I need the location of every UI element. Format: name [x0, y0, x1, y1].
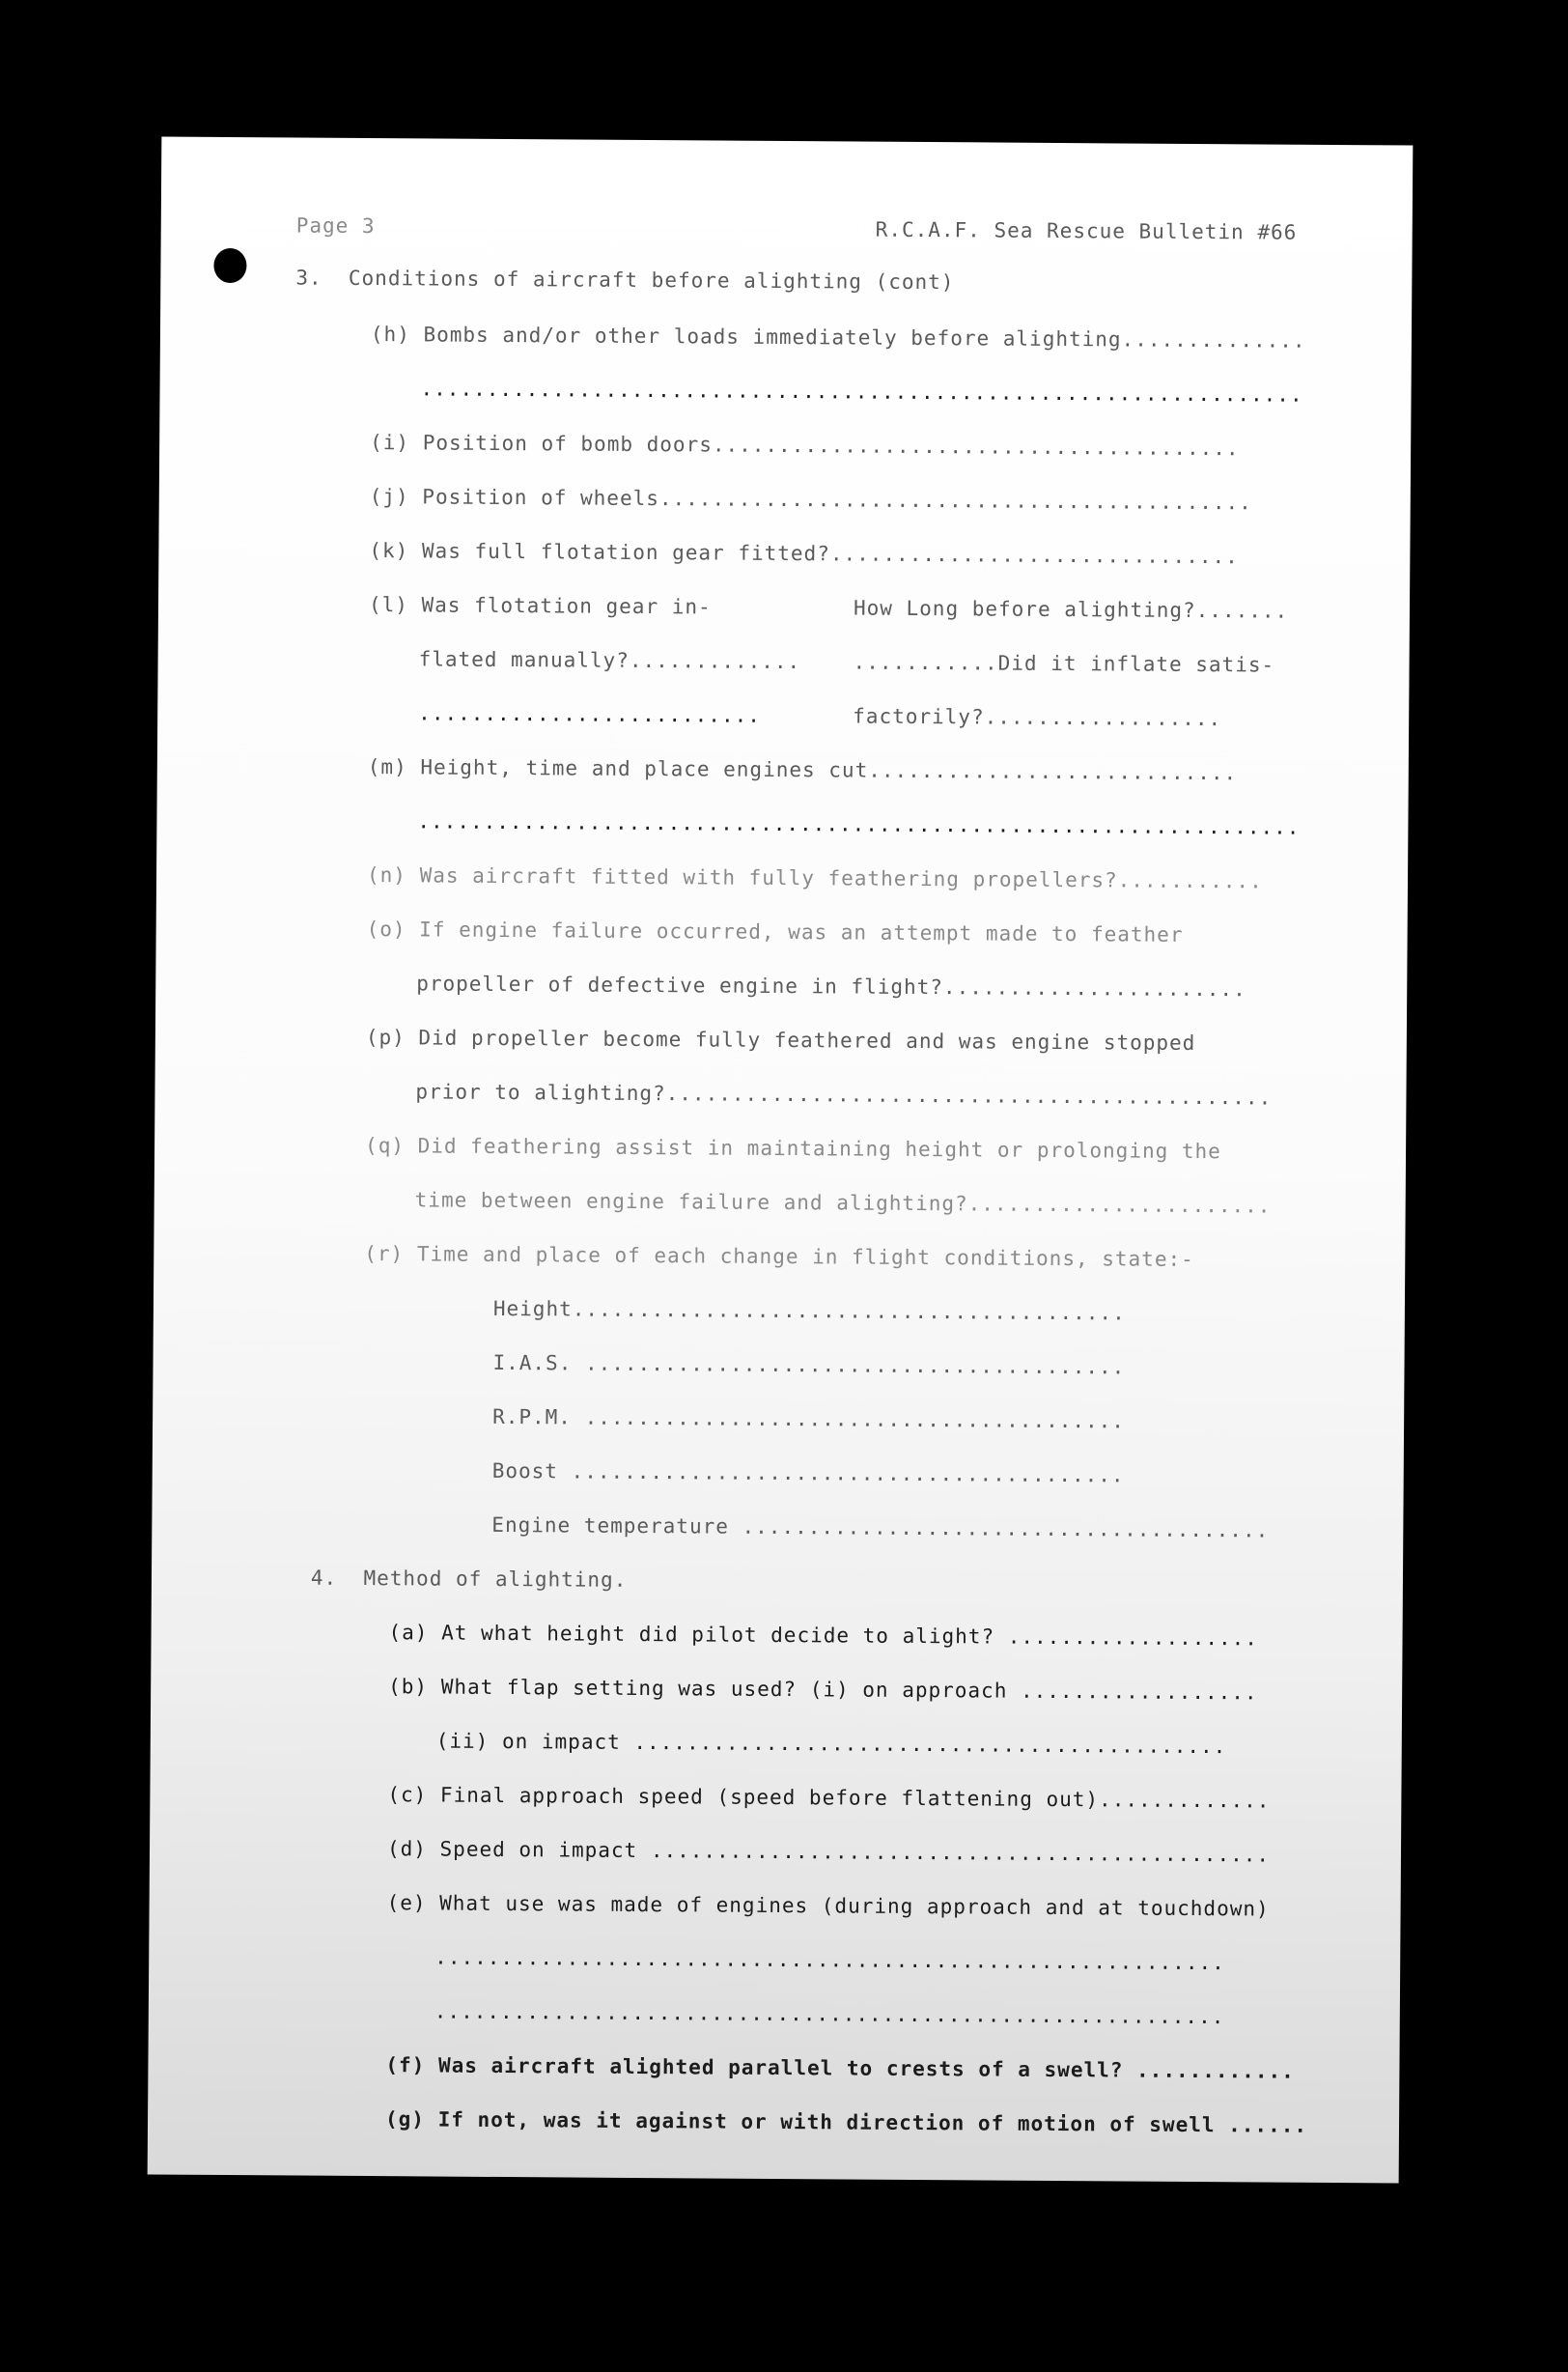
item-4e-line1: (e) What use was made of engines (during approach and at touchdown) — [386, 1891, 1270, 1921]
item-o-line2: propeller of defective engine in flight?....................... — [416, 972, 1246, 1002]
item-h-line1: (h) Bombs and/or other loads immediately before alighting.............. — [370, 323, 1306, 353]
item-r-engine-temperature: Engine temperature ........................................ — [491, 1512, 1270, 1542]
item-r-height: Height.......................................... — [492, 1296, 1126, 1325]
bulletin-title: R.C.A.F. Sea Rescue Bulletin #66 — [875, 217, 1298, 244]
item-p-line1: (p) Did propeller become fully feathered and was engine stopped — [365, 1026, 1196, 1056]
item-j: (j) Position of wheels............................................. — [369, 485, 1252, 515]
item-r-ias: I.A.S. ......................................... — [492, 1350, 1126, 1379]
item-4g: (g) If not, was it against or with direction of motion of swell ...... — [384, 2107, 1308, 2137]
item-m-line1: (m) Height, time and place engines cut............................ — [367, 755, 1238, 785]
item-i: (i) Position of bomb doors........................................ — [370, 431, 1240, 461]
section-4-title: 4. Method of alighting. — [310, 1566, 628, 1592]
item-l-line3-right: factorily?.................. — [853, 704, 1222, 731]
item-n: (n) Was aircraft fitted with fully feathering propellers?........... — [366, 863, 1263, 893]
item-4f: (f) Was aircraft alighted parallel to crests of a swell? ............ — [385, 2053, 1295, 2083]
item-o-line1: (o) If engine failure occurred, was an attempt made to feather — [366, 918, 1184, 946]
item-l-line2-right: ...........Did it inflate satis- — [853, 650, 1275, 677]
item-r: (r) Time and place of each change in flight conditions, state:- — [364, 1241, 1194, 1271]
item-l-line1-left: (l) Was flotation gear in- — [368, 593, 712, 619]
item-l-line3-left: .......................... — [418, 701, 762, 727]
item-4a: (a) At what height did pilot decide to alight? ................... — [388, 1621, 1259, 1651]
document-page — [148, 137, 1414, 2184]
item-q-line1: (q) Did feathering assist in maintaining height or prolonging the — [365, 1133, 1221, 1164]
item-m-line2: ................................................................... — [417, 809, 1301, 839]
page-number: Page 3 — [295, 213, 376, 239]
item-4b-line1: (b) What flap setting was used? (i) on approach .................. — [388, 1675, 1258, 1705]
item-r-rpm: R.P.M. ......................................... — [492, 1404, 1126, 1433]
section-3-title: 3. Conditions of aircraft before alighting (cont) — [295, 266, 955, 295]
item-p-line2: prior to alighting?.............................................. — [415, 1080, 1273, 1110]
item-l-line1-right: How Long before alighting?....... — [853, 596, 1289, 623]
item-4b-line2: (ii) on impact ............................................. — [435, 1729, 1227, 1759]
item-4c: (c) Final approach speed (speed before flattening out)............. — [387, 1783, 1271, 1813]
item-r-boost: Boost .......................................... — [491, 1458, 1125, 1487]
item-4e-line2: ............................................................ — [434, 1945, 1225, 1975]
item-4e-line3: ............................................................ — [434, 1999, 1225, 2029]
item-q-line2: time between engine failure and alighting?....................... — [414, 1188, 1272, 1218]
item-h-line2: ................................................................... — [420, 377, 1303, 407]
item-k: (k) Was full flotation gear fitted?............................... — [369, 539, 1239, 569]
item-4d: (d) Speed on impact ............................................... — [386, 1837, 1271, 1867]
punch-hole — [213, 248, 246, 283]
item-l-line2-left: flated manually?............. — [418, 647, 801, 674]
